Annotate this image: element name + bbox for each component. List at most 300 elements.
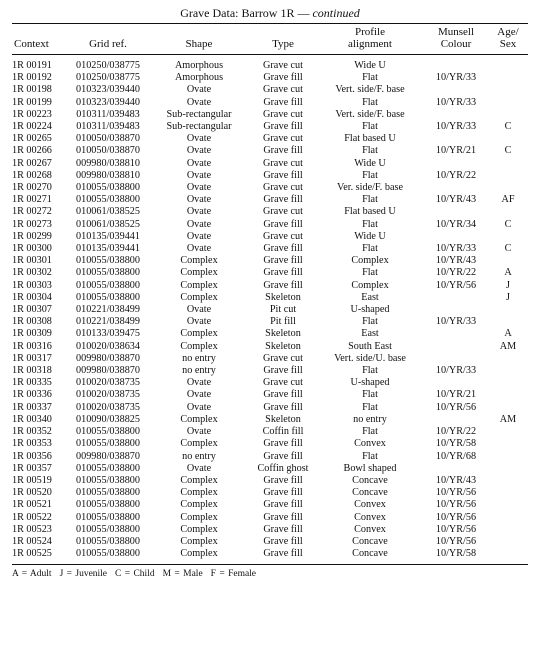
cell-age-sex: J [506, 291, 510, 303]
cell-munsell: 10/YR/22 [435, 426, 477, 438]
cell-shape: Ovate [186, 304, 212, 316]
cell-type: Grave cut [263, 133, 303, 145]
cell-shape: Ovate [186, 133, 212, 145]
table-row [12, 109, 528, 121]
cell-munsell: 10/YR/21 [435, 145, 477, 157]
cell-munsell [424, 377, 488, 389]
table-row [12, 194, 528, 206]
cell-munsell [424, 206, 488, 218]
cell-grid-ref: 010221/038499 [76, 304, 140, 316]
cell-age-sex [488, 499, 528, 511]
cell-grid-ref: 010061/038525 [76, 206, 140, 218]
cell-munsell: 10/YR/33 [435, 365, 477, 377]
cell-shape: Ovate [186, 316, 212, 328]
header-type: Type [272, 38, 294, 50]
header-profile-line2: alignment [348, 38, 392, 50]
cell-shape: Complex [180, 535, 218, 547]
cell-profile: Concave [352, 535, 388, 547]
table-row [12, 133, 528, 145]
cell-type: Skeleton [265, 328, 301, 340]
cell-grid-ref: 010135/039441 [76, 230, 140, 242]
cell-grid-ref: 009980/038810 [76, 157, 140, 169]
cell-shape: Ovate [186, 206, 212, 218]
cell-type: Pit fill [270, 316, 296, 328]
cell-shape: Complex [180, 548, 218, 560]
cell-grid-ref: 010250/038775 [76, 60, 140, 71]
table-row [12, 267, 528, 279]
cell-shape: Ovate [186, 401, 212, 413]
cell-shape: Complex [180, 511, 218, 523]
cell-context: 1R 00192 [12, 72, 52, 84]
cell-profile: Flat based U [344, 206, 396, 218]
cell-context: 1R 00519 [12, 474, 52, 486]
cell-munsell: 10/YR/56 [435, 499, 477, 511]
cell-type: Grave fill [263, 218, 303, 230]
cell-shape: Sub-rectangular [166, 121, 232, 133]
cell-profile: Flat [362, 267, 378, 279]
cell-grid-ref: 010055/038800 [76, 535, 140, 547]
cell-munsell [424, 304, 488, 316]
title-main: Grave Data: Barrow 1R — [180, 6, 310, 20]
cell-profile: Concave [352, 548, 388, 560]
table-row [12, 316, 528, 328]
cell-profile: Flat [362, 401, 378, 413]
cell-shape: Complex [180, 499, 218, 511]
cell-context: 1R 00337 [12, 401, 52, 413]
cell-context: 1R 00522 [12, 511, 52, 523]
header-munsell-colour [424, 24, 488, 55]
cell-shape: Ovate [186, 377, 212, 389]
cell-grid-ref: 010055/038800 [76, 194, 140, 206]
table-row [12, 548, 528, 560]
header-shape: Shape [185, 38, 213, 50]
cell-grid-ref: 010055/038800 [76, 438, 140, 450]
table-row [12, 84, 528, 96]
cell-context: 1R 00352 [12, 426, 52, 438]
cell-profile: Flat [362, 121, 378, 133]
cell-profile: Vert. side/U. base [334, 352, 406, 364]
header-age-line2: Sex [499, 38, 517, 50]
table-row [12, 121, 528, 133]
header-munsell-line2: Colour [440, 38, 472, 50]
cell-grid-ref: 009980/038870 [76, 352, 140, 364]
cell-age-sex [488, 536, 528, 548]
cell-type: Grave cut [263, 206, 303, 218]
cell-age-sex [488, 182, 528, 194]
header-profile-alignment [316, 24, 424, 55]
cell-profile: U-shaped [350, 377, 390, 389]
header-context: Context [14, 38, 49, 50]
cell-profile: Flat [362, 365, 378, 377]
cell-shape: Sub-rectangular [166, 108, 232, 120]
cell-grid-ref: 010055/038800 [76, 426, 140, 438]
cell-profile: South East [348, 340, 392, 352]
cell-type: Pit cut [269, 304, 297, 316]
cell-age-sex [488, 133, 528, 145]
cell-age-sex: A [504, 328, 512, 340]
cell-grid-ref: 010323/039440 [76, 96, 140, 108]
cell-munsell: 10/YR/43 [435, 194, 477, 206]
cell-shape: Complex [180, 340, 218, 352]
cell-age-sex: AF [501, 194, 515, 206]
cell-profile: Wide U [354, 60, 386, 71]
cell-type: Coffin fill [262, 426, 304, 438]
cell-grid-ref: 010020/038634 [76, 340, 140, 352]
cell-munsell: 10/YR/21 [435, 389, 477, 401]
cell-grid-ref: 010055/038800 [76, 523, 140, 535]
cell-shape: Complex [180, 474, 218, 486]
cell-type: Grave fill [263, 243, 303, 255]
table-row [12, 292, 528, 304]
cell-type: Grave cut [263, 84, 303, 96]
cell-type: Grave cut [263, 108, 303, 120]
table-row [12, 182, 528, 194]
page-title [12, 6, 528, 20]
cell-grid-ref: 010020/038735 [76, 377, 140, 389]
cell-grid-ref: 009980/038810 [76, 169, 140, 181]
cell-age-sex: C [504, 121, 512, 133]
header-munsell-line1: Munsell [437, 26, 475, 38]
cell-type: Grave fill [263, 96, 303, 108]
cell-context: 1R 00521 [12, 499, 52, 511]
cell-type: Grave cut [263, 182, 303, 194]
cell-context: 1R 00353 [12, 438, 52, 450]
cell-munsell [424, 292, 488, 304]
cell-age-sex: C [504, 145, 512, 157]
table-row [12, 206, 528, 218]
cell-context: 1R 00525 [12, 548, 52, 560]
cell-context: 1R 00318 [12, 365, 52, 377]
cell-context: 1R 00191 [12, 60, 52, 71]
cell-age-sex [488, 97, 528, 109]
cell-shape: Ovate [186, 194, 212, 206]
cell-context: 1R 00270 [12, 182, 52, 194]
cell-profile: Ver. side/F. base [337, 182, 403, 194]
cell-profile: Flat [362, 218, 378, 230]
cell-type: Grave fill [263, 450, 303, 462]
cell-age-sex [488, 206, 528, 218]
cell-shape: no entry [182, 365, 216, 377]
key-item: C = Child [115, 569, 155, 580]
cell-type: Skeleton [265, 340, 301, 352]
table-row [12, 524, 528, 536]
table-row [12, 341, 528, 353]
cell-profile: Convex [354, 438, 386, 450]
cell-grid-ref: 010055/038800 [76, 487, 140, 499]
cell-shape: Ovate [186, 145, 212, 157]
cell-shape: Complex [180, 291, 218, 303]
table-row [12, 512, 528, 524]
grave-data-table [12, 24, 528, 560]
key-item: F = Female [210, 569, 257, 580]
table-row [12, 536, 528, 548]
cell-profile: Flat [362, 72, 378, 84]
cell-munsell: 10/YR/58 [435, 438, 477, 450]
cell-munsell [424, 55, 488, 73]
cell-context: 1R 00271 [12, 194, 52, 206]
cell-context: 1R 00223 [12, 108, 52, 120]
cell-profile: Flat [362, 169, 378, 181]
cell-munsell [424, 231, 488, 243]
cell-shape: Ovate [186, 389, 212, 401]
cell-profile: Flat [362, 145, 378, 157]
cell-type: Grave fill [263, 511, 303, 523]
cell-type: Grave fill [263, 474, 303, 486]
cell-context: 1R 00336 [12, 389, 52, 401]
cell-context: 1R 00340 [12, 413, 52, 425]
cell-grid-ref: 010050/038870 [76, 145, 140, 157]
header-grid-ref: Grid ref. [89, 38, 127, 50]
cell-munsell: 10/YR/56 [435, 401, 477, 413]
cell-age-sex: C [504, 218, 512, 230]
cell-grid-ref: 010020/038735 [76, 401, 140, 413]
table-row [12, 243, 528, 255]
table-row [12, 219, 528, 231]
cell-munsell [424, 353, 488, 365]
cell-age-sex [488, 389, 528, 401]
table-row [12, 414, 528, 426]
table-row [12, 231, 528, 243]
cell-grid-ref: 010061/038525 [76, 218, 140, 230]
cell-age-sex [488, 109, 528, 121]
cell-age-sex [488, 512, 528, 524]
cell-grid-ref: 010055/038800 [76, 511, 140, 523]
cell-type: Grave fill [263, 169, 303, 181]
cell-shape: Amorphous [174, 72, 224, 84]
table-row [12, 389, 528, 401]
cell-profile: Wide U [354, 157, 386, 169]
cell-grid-ref: 010020/038735 [76, 389, 140, 401]
table-row [12, 402, 528, 414]
cell-munsell: 10/YR/56 [435, 535, 477, 547]
cell-grid-ref: 010323/039440 [76, 84, 140, 96]
cell-type: Grave fill [263, 255, 303, 267]
cell-grid-ref: 009980/038870 [76, 450, 140, 462]
table-row [12, 463, 528, 475]
cell-type: Grave cut [263, 352, 303, 364]
cell-age-sex [488, 426, 528, 438]
cell-shape: Complex [180, 255, 218, 267]
cell-munsell: 10/YR/33 [435, 72, 477, 84]
cell-grid-ref: 010090/038825 [76, 413, 140, 425]
cell-context: 1R 00308 [12, 316, 52, 328]
table-row [12, 353, 528, 365]
cell-munsell: 10/YR/33 [435, 316, 477, 328]
cell-age-sex [488, 438, 528, 450]
cell-profile: Convex [354, 499, 386, 511]
cell-shape: Complex [180, 267, 218, 279]
cell-shape: no entry [182, 352, 216, 364]
table-row [12, 304, 528, 316]
cell-type: Grave cut [263, 230, 303, 242]
table-row [12, 475, 528, 487]
cell-grid-ref: 010055/038800 [76, 462, 140, 474]
cell-profile: Flat [362, 243, 378, 255]
cell-age-sex [488, 170, 528, 182]
cell-munsell: 10/YR/34 [435, 218, 477, 230]
table-row [12, 487, 528, 499]
table-row [12, 451, 528, 463]
cell-munsell: 10/YR/33 [435, 243, 477, 255]
cell-age-sex: AM [499, 413, 517, 425]
cell-shape: Ovate [186, 243, 212, 255]
cell-profile: no entry [353, 413, 387, 425]
key-item: M = Male [162, 569, 203, 580]
cell-type: Grave fill [263, 389, 303, 401]
cell-age-sex [488, 158, 528, 170]
cell-grid-ref: 010250/038775 [76, 72, 140, 84]
cell-profile: Vert. side/F. base [335, 108, 405, 120]
cell-profile: Flat [362, 426, 378, 438]
cell-context: 1R 00316 [12, 340, 52, 352]
cell-profile: Flat [362, 450, 378, 462]
cell-grid-ref: 010050/038870 [76, 133, 140, 145]
cell-age-sex [488, 55, 528, 73]
cell-context: 1R 00299 [12, 230, 52, 242]
cell-shape: Complex [180, 523, 218, 535]
cell-context: 1R 00273 [12, 218, 52, 230]
cell-type: Grave fill [263, 499, 303, 511]
cell-type: Grave fill [263, 279, 303, 291]
header-profile-line1: Profile [355, 26, 385, 38]
table-row [12, 170, 528, 182]
cell-type: Grave fill [263, 438, 303, 450]
cell-age-sex [488, 475, 528, 487]
cell-munsell [424, 328, 488, 340]
cell-profile: Concave [352, 474, 388, 486]
cell-age-sex [488, 353, 528, 365]
cell-munsell [424, 158, 488, 170]
cell-type: Grave cut [263, 60, 303, 71]
table-row [12, 365, 528, 377]
cell-age-sex [488, 365, 528, 377]
cell-grid-ref: 010133/039475 [76, 328, 140, 340]
cell-grid-ref: 010055/038800 [76, 279, 140, 291]
cell-context: 1R 00335 [12, 377, 52, 389]
cell-munsell: 10/YR/56 [435, 487, 477, 499]
cell-age-sex [488, 231, 528, 243]
cell-type: Grave fill [263, 267, 303, 279]
cell-munsell: 10/YR/58 [435, 548, 477, 560]
cell-shape: Complex [180, 438, 218, 450]
cell-context: 1R 00304 [12, 291, 52, 303]
cell-profile: Bowl shaped [343, 462, 397, 474]
cell-shape: Complex [180, 279, 218, 291]
cell-type: Grave fill [263, 401, 303, 413]
cell-shape: Ovate [186, 426, 212, 438]
cell-grid-ref: 010055/038800 [76, 255, 140, 267]
cell-context: 1R 00272 [12, 206, 52, 218]
cell-context: 1R 00302 [12, 267, 52, 279]
cell-grid-ref: 009980/038870 [76, 365, 140, 377]
cell-type: Coffin ghost [257, 462, 309, 474]
cell-age-sex: J [506, 279, 510, 291]
cell-shape: Ovate [186, 96, 212, 108]
cell-grid-ref: 010055/038800 [76, 474, 140, 486]
cell-context: 1R 00300 [12, 243, 52, 255]
cell-profile: Convex [354, 523, 386, 535]
cell-grid-ref: 010311/039483 [76, 121, 140, 133]
cell-shape: Complex [180, 328, 218, 340]
table-row [12, 328, 528, 340]
cell-type: Grave fill [263, 535, 303, 547]
cell-profile: Wide U [354, 230, 386, 242]
cell-context: 1R 00268 [12, 169, 52, 181]
cell-context: 1R 00265 [12, 133, 52, 145]
cell-shape: Ovate [186, 230, 212, 242]
cell-age-sex [488, 487, 528, 499]
cell-type: Grave fill [263, 121, 303, 133]
cell-context: 1R 00266 [12, 145, 52, 157]
cell-context: 1R 00524 [12, 535, 52, 547]
cell-type: Grave fill [263, 548, 303, 560]
table-header [12, 24, 528, 55]
cell-shape: Ovate [186, 84, 212, 96]
cell-profile: Convex [354, 511, 386, 523]
cell-shape: Complex [180, 487, 218, 499]
abbreviation-key [12, 565, 528, 581]
cell-munsell [424, 109, 488, 121]
cell-profile: Flat [362, 96, 378, 108]
cell-type: Grave fill [263, 523, 303, 535]
cell-munsell: 10/YR/33 [435, 96, 477, 108]
cell-age-sex: AM [499, 340, 517, 352]
cell-context: 1R 00267 [12, 157, 52, 169]
cell-context: 1R 00307 [12, 304, 52, 316]
cell-shape: Ovate [186, 462, 212, 474]
cell-shape: Ovate [186, 169, 212, 181]
cell-context: 1R 00523 [12, 523, 52, 535]
cell-context: 1R 00301 [12, 255, 52, 267]
cell-grid-ref: 010311/039483 [76, 108, 140, 120]
cell-munsell: 10/YR/56 [435, 511, 477, 523]
cell-age-sex [488, 524, 528, 536]
cell-context: 1R 00224 [12, 121, 52, 133]
cell-munsell: 10/YR/68 [435, 450, 477, 462]
cell-context: 1R 00198 [12, 84, 52, 96]
cell-age-sex: C [504, 243, 512, 255]
cell-munsell [424, 341, 488, 353]
cell-grid-ref: 010135/039441 [76, 243, 140, 255]
cell-shape: Ovate [186, 218, 212, 230]
table-row [12, 145, 528, 157]
cell-age-sex [488, 84, 528, 96]
cell-munsell [424, 414, 488, 426]
table-row [12, 438, 528, 450]
cell-age-sex [488, 451, 528, 463]
cell-shape: Complex [180, 413, 218, 425]
cell-shape: no entry [182, 450, 216, 462]
cell-profile: Vert. side/F. base [335, 84, 405, 96]
cell-grid-ref: 010055/038800 [76, 499, 140, 511]
cell-munsell: 10/YR/22 [435, 169, 477, 181]
cell-context: 1R 00520 [12, 487, 52, 499]
title-continued: continued [312, 6, 360, 20]
cell-shape: Ovate [186, 182, 212, 194]
cell-type: Grave fill [263, 72, 303, 84]
cell-age-sex [488, 402, 528, 414]
cell-age-sex [488, 304, 528, 316]
cell-context: 1R 00199 [12, 96, 52, 108]
cell-type: Grave fill [263, 365, 303, 377]
table-row [12, 499, 528, 511]
header-age-line1: Age/ [497, 26, 519, 38]
cell-grid-ref: 010055/038800 [76, 548, 140, 560]
cell-profile: U-shaped [350, 304, 390, 316]
cell-age-sex [488, 463, 528, 475]
cell-profile: Flat [362, 194, 378, 206]
cell-type: Grave cut [263, 157, 303, 169]
